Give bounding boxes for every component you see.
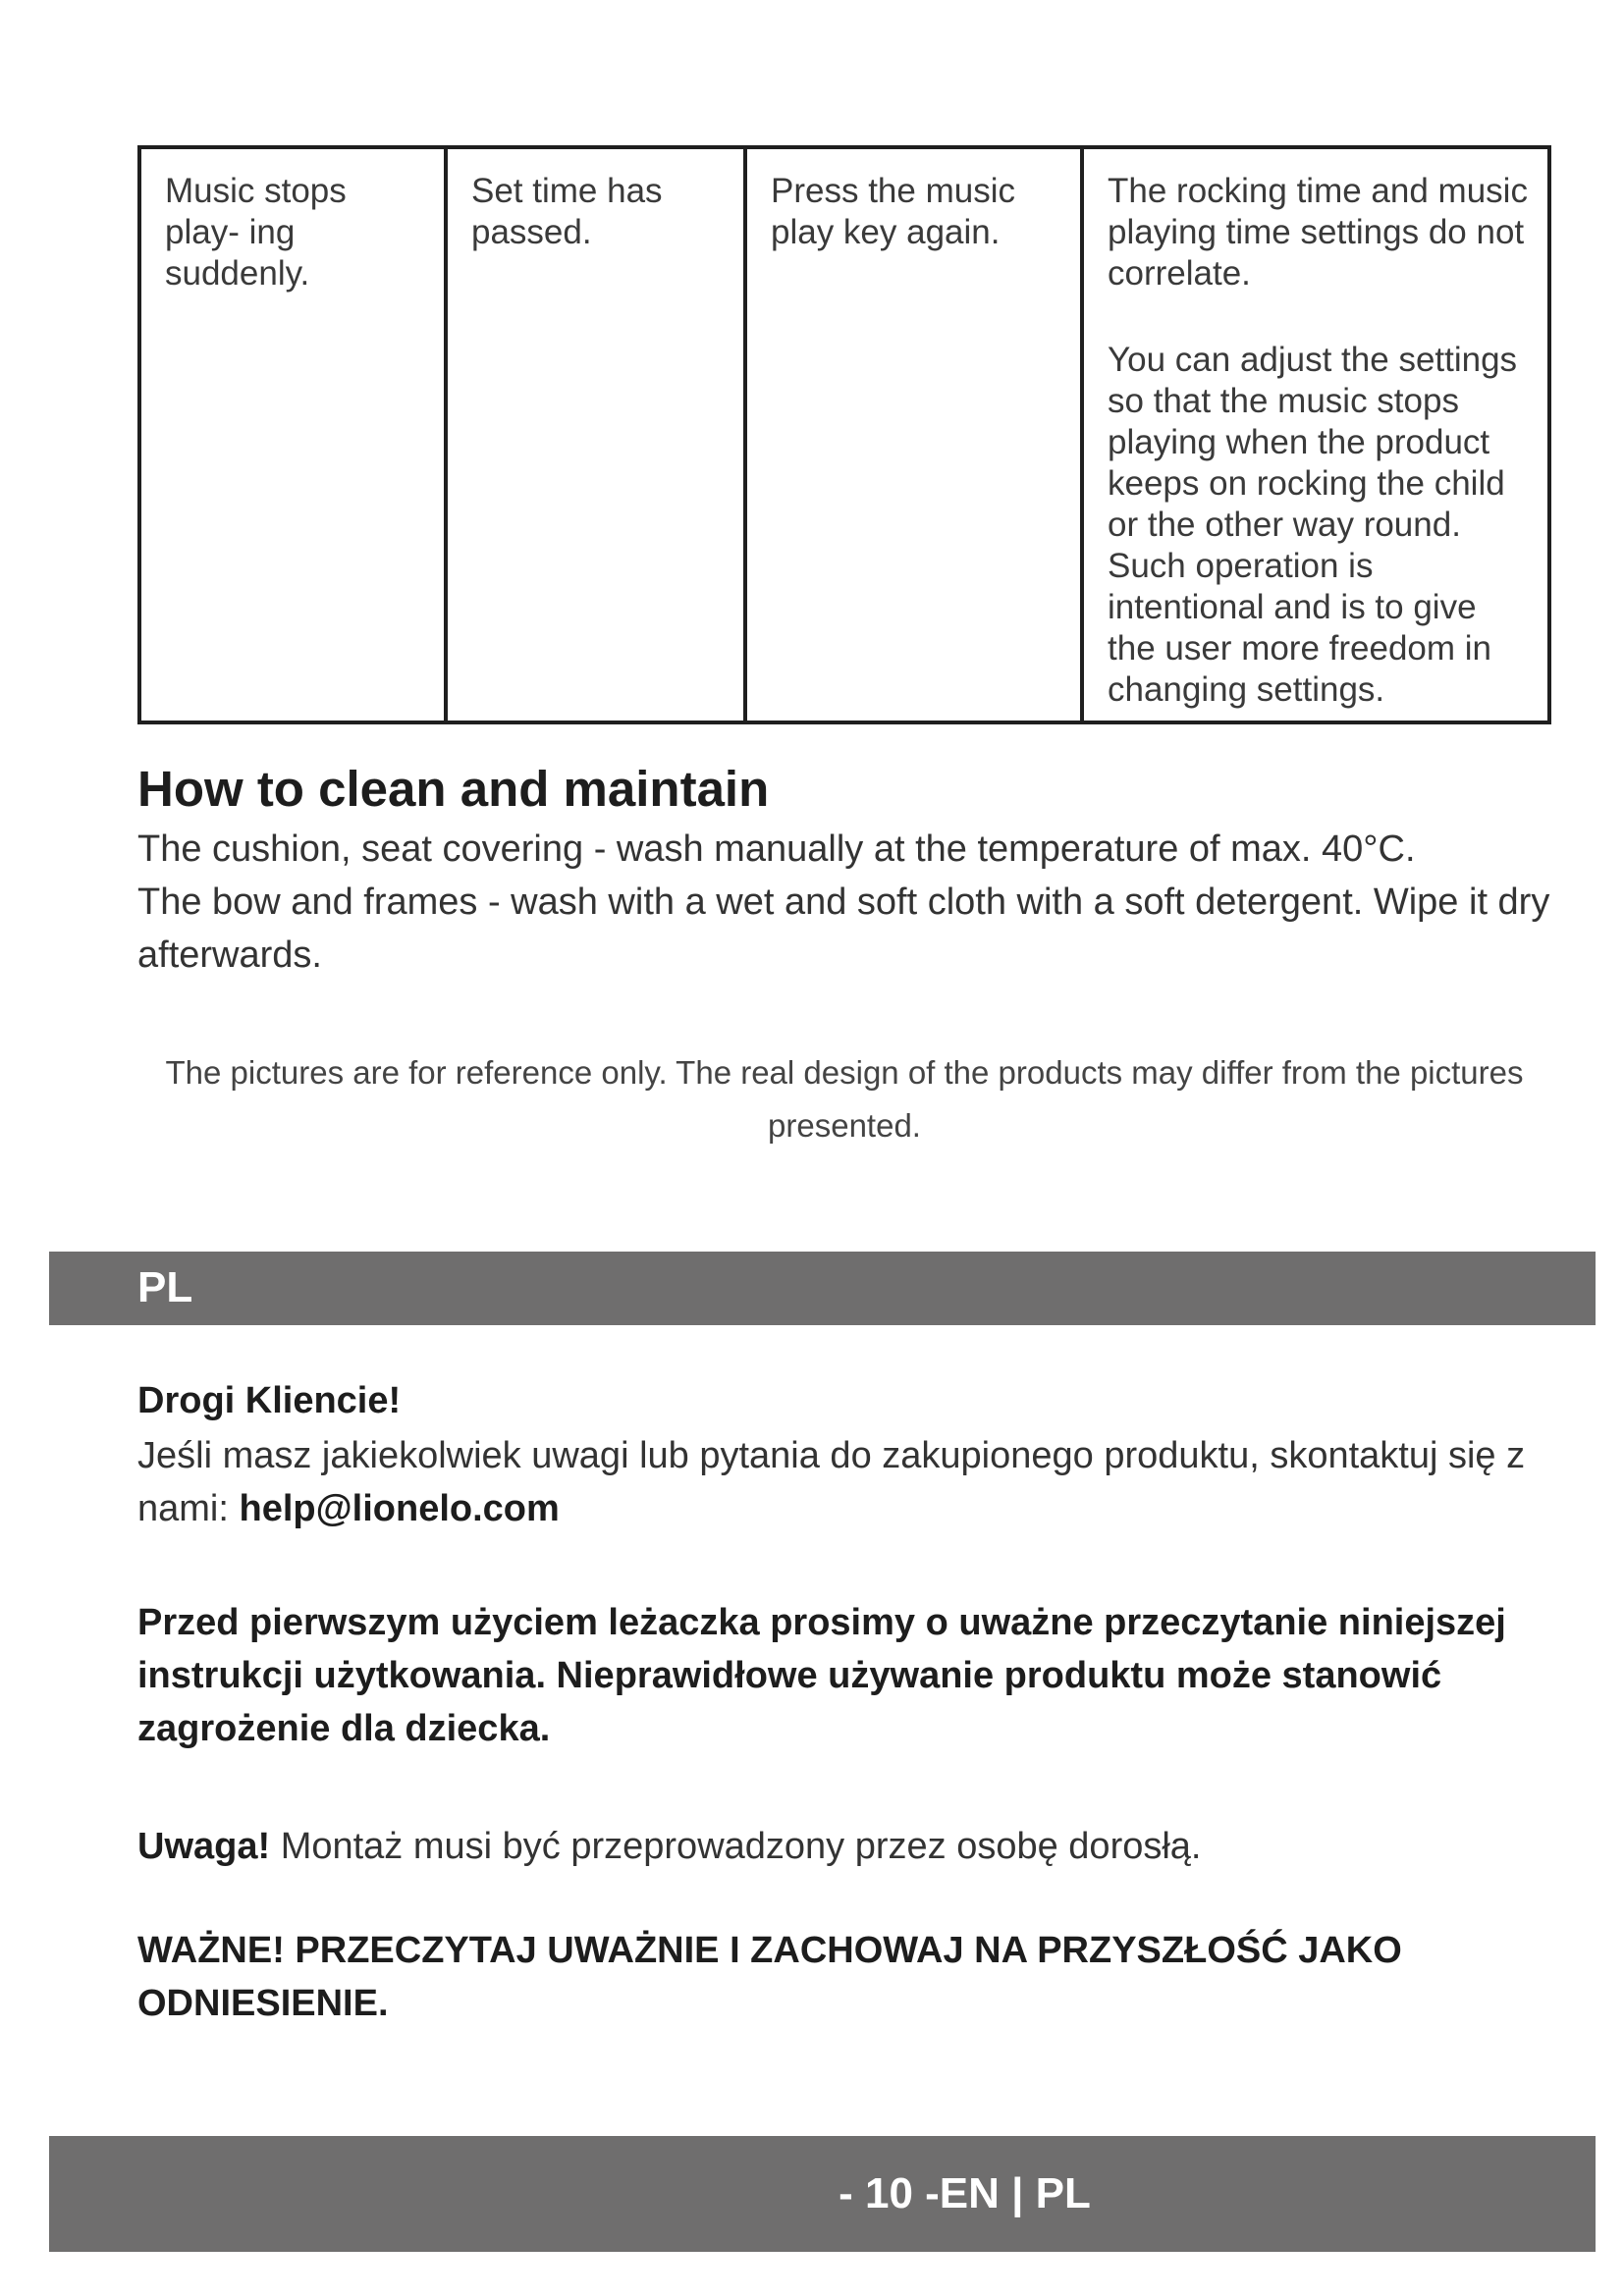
problem-cell [139, 147, 446, 722]
troubleshooting-table [137, 145, 1551, 724]
cleaning-line: The bow and frames - wash with a wet and soft cloth with a soft detergent. Wipe it dry afterwards. [137, 881, 1550, 976]
greeting: Drogi Kliencie! [137, 1380, 402, 1421]
remarks-cell [1082, 147, 1549, 722]
important-notice: WAŻNE! PRZECZYTAJ UWAŻNIE I ZACHOWAJ NA PRZYSZŁOŚĆ JAKO ODNIESIENIE. [137, 1930, 1402, 2024]
table-row [139, 147, 1549, 722]
caution-label: Uwaga! [137, 1826, 271, 1867]
remark-text: The rocking time and music playing time settings do not correlate. [1108, 172, 1528, 293]
reference-note: The pictures are for reference only. The real design of the products may differ from the pictures presented. [165, 1054, 1524, 1144]
language-section-band [49, 1252, 1596, 1325]
read-instructions-warning: Przed pierwszym użyciem leżaczka prosimy o uważne przeczytanie niniejszej instrukcji użytkowania. Nieprawidłowe używanie produktu może stanowić zagrożenie dla dziecka. [137, 1602, 1506, 1749]
cause-text: Set time has passed. [471, 172, 663, 251]
cleaning-instructions [137, 823, 1591, 982]
cleaning-heading: How to clean and maintain [137, 761, 770, 817]
footer-band [49, 2136, 1596, 2252]
contact-text: Jeśli masz jakiekolwiek uwagi lub pytania do zakupionego produktu, skontaktuj się z nami: [137, 1435, 1526, 1529]
cleaning-line: The cushion, seat covering - wash manually at the temperature of max. 40°C. [137, 828, 1416, 870]
caution-paragraph [137, 1820, 1561, 1873]
remark-text: You can adjust the settings so that the music stops playing when the product keeps on rocking the child or the other way round. [1108, 341, 1518, 544]
remark-text: Such operation is intentional and is to give the user more freedom in changing settings. [1108, 547, 1492, 709]
caution-text: Montaż musi być przeprowadzony przez osobę dorosłą. [270, 1826, 1202, 1867]
solution-text: Press the music play key again. [771, 172, 1015, 251]
solution-cell [745, 147, 1082, 722]
contact-paragraph [137, 1429, 1561, 1535]
problem-text: Music stops play- ing suddenly. [165, 172, 347, 293]
language-label: PL [137, 1263, 193, 1311]
contact-email: help@lionelo.com [239, 1488, 560, 1529]
page-number: - 10 -EN | PL [839, 2169, 1091, 2217]
cause-cell [446, 147, 745, 722]
